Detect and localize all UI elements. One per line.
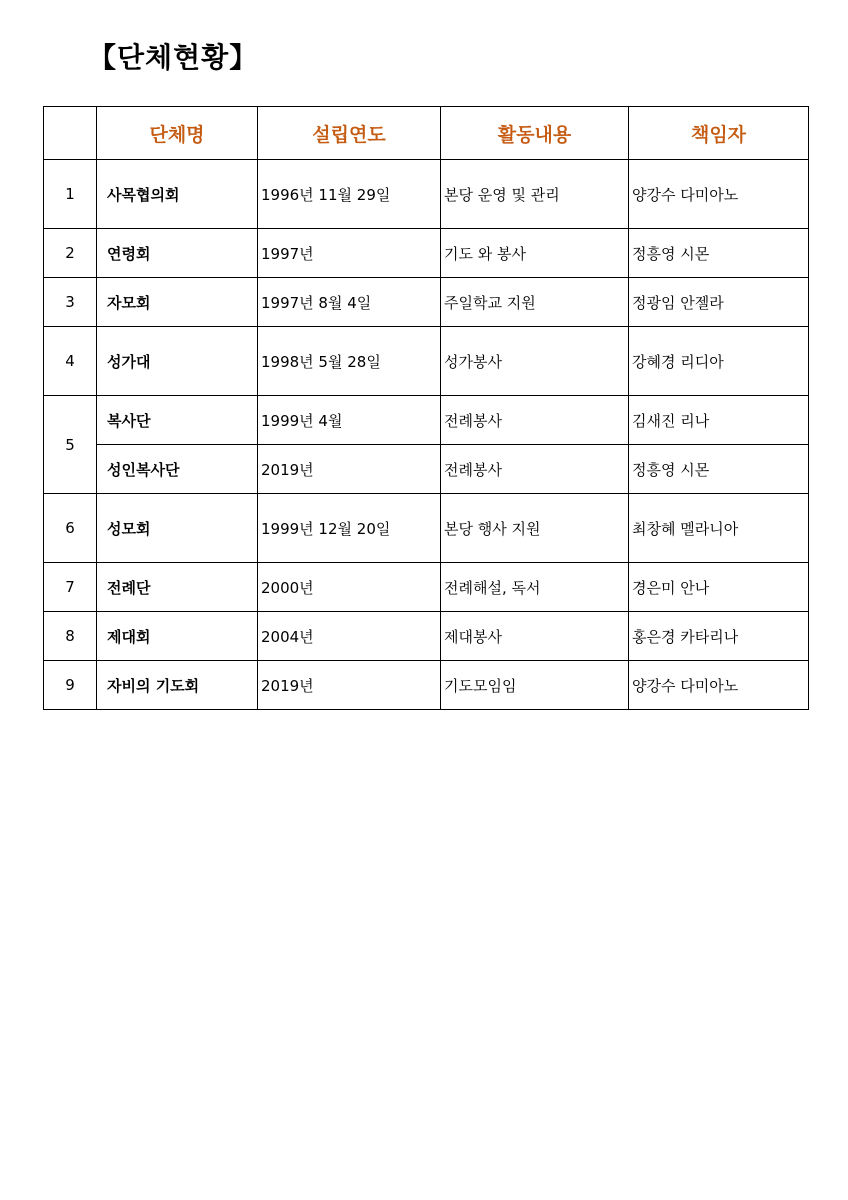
leader: 김새진 리나 [629,396,809,445]
organization-name: 사목협의회 [97,160,258,229]
founded-date: 2019년 [258,445,441,494]
leader: 정흥영 시몬 [629,229,809,278]
activity: 제대봉사 [441,612,629,661]
row-number: 5 [44,396,97,494]
table-row [44,229,809,278]
founded-date: 1997년 8월 4일 [258,278,441,327]
leader: 경은미 안나 [629,563,809,612]
organization-table [43,106,809,710]
row-number: 9 [44,661,97,710]
table-row [44,396,809,445]
organization-name: 자모회 [97,278,258,327]
table-row [44,160,809,229]
activity: 본당 행사 지원 [441,494,629,563]
organization-name: 성가대 [97,327,258,396]
leader: 홍은경 카타리나 [629,612,809,661]
header-row [44,107,809,160]
activity: 전례해설, 독서 [441,563,629,612]
leader: 정광임 안젤라 [629,278,809,327]
founded-date: 1999년 4월 [258,396,441,445]
row-number: 2 [44,229,97,278]
leader: 정흥영 시몬 [629,445,809,494]
activity: 전례봉사 [441,445,629,494]
founded-date: 1998년 5월 28일 [258,327,441,396]
founded-date: 2000년 [258,563,441,612]
activity: 성가봉사 [441,327,629,396]
leader: 양강수 다미아노 [629,661,809,710]
founded-date: 1997년 [258,229,441,278]
row-number: 6 [44,494,97,563]
row-number: 8 [44,612,97,661]
table-row [44,563,809,612]
organization-name: 연령회 [97,229,258,278]
organization-name: 자비의 기도회 [97,661,258,710]
activity: 주일학교 지원 [441,278,629,327]
row-number: 4 [44,327,97,396]
table-row [44,445,809,494]
header-number [44,107,97,160]
activity: 기도 와 봉사 [441,229,629,278]
page-title: 【단체현황】 [88,41,259,74]
header-founded-year: 설립연도 [258,107,441,160]
table-row [44,612,809,661]
header-leader: 책임자 [629,107,809,160]
organization-name: 성모회 [97,494,258,563]
table-row [44,278,809,327]
founded-date: 1996년 11월 29일 [258,160,441,229]
activity: 기도모임임 [441,661,629,710]
activity: 전례봉사 [441,396,629,445]
leader: 양강수 다미아노 [629,160,809,229]
founded-date: 2019년 [258,661,441,710]
table-row [44,494,809,563]
organization-name: 성인복사단 [97,445,258,494]
leader: 강혜경 리디아 [629,327,809,396]
row-number: 3 [44,278,97,327]
table-row [44,327,809,396]
activity: 본당 운영 및 관리 [441,160,629,229]
organization-name: 전례단 [97,563,258,612]
row-number: 1 [44,160,97,229]
founded-date: 2004년 [258,612,441,661]
founded-date: 1999년 12월 20일 [258,494,441,563]
table-row [44,661,809,710]
row-number: 7 [44,563,97,612]
header-activity: 활동내용 [441,107,629,160]
organization-name: 복사단 [97,396,258,445]
organization-name: 제대회 [97,612,258,661]
header-organization-name: 단체명 [97,107,258,160]
leader: 최창혜 멜라니아 [629,494,809,563]
